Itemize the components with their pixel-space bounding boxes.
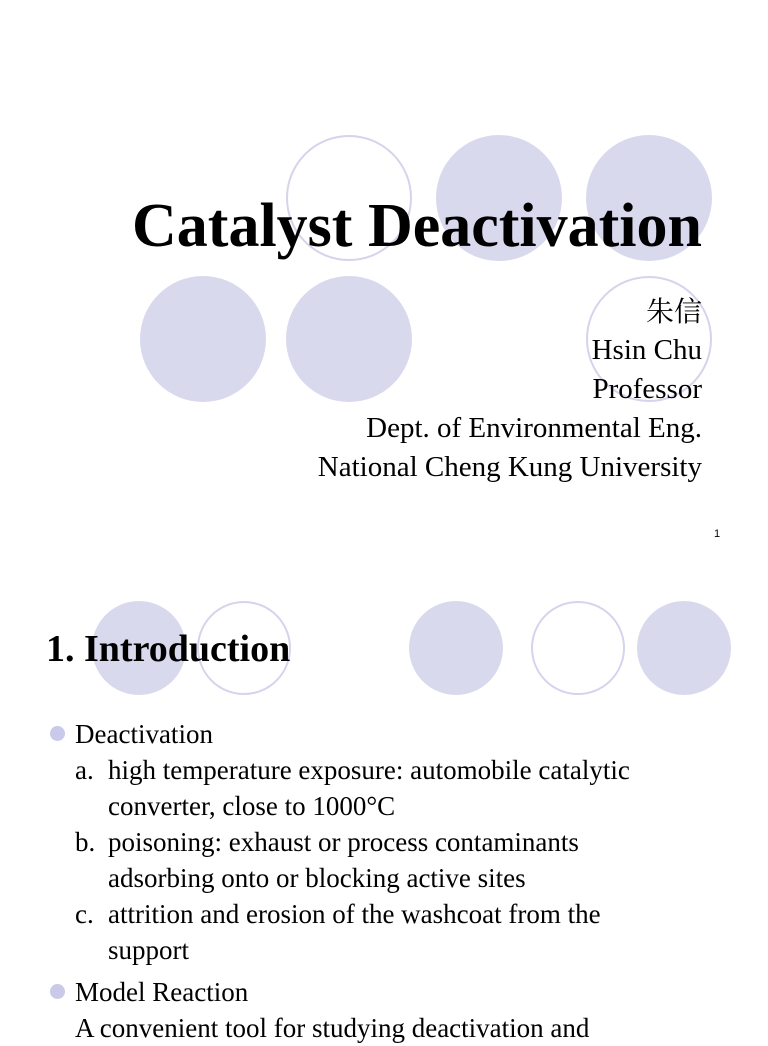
author-block xyxy=(318,292,702,487)
decorative-circle xyxy=(140,276,266,402)
sub-list-item xyxy=(75,896,748,968)
bullet-text: A convenient tool for studying deactivation and xyxy=(75,1013,590,1043)
slide-content xyxy=(48,716,748,1046)
author-position: Professor xyxy=(592,373,702,405)
page-number: 1 xyxy=(714,528,721,540)
decorative-circle xyxy=(637,601,731,695)
sub-list-item xyxy=(75,824,748,896)
bullet-label: Model Reaction xyxy=(75,977,249,1007)
author-name: Hsin Chu xyxy=(591,334,702,366)
section-heading: 1. Introduction xyxy=(46,628,291,670)
sub-item-letter: c. xyxy=(75,899,94,929)
sub-item-letter: b. xyxy=(75,827,96,857)
decorative-circle xyxy=(531,601,625,695)
author-university: National Cheng Kung University xyxy=(317,451,702,483)
introduction-slide xyxy=(0,556,768,1043)
sub-item-text: adsorbing onto or blocking active sites xyxy=(108,863,526,893)
bullet-dot-icon xyxy=(50,984,65,999)
author-chinese-name: 朱信 xyxy=(645,295,702,328)
sub-item-text: support xyxy=(108,935,189,965)
sub-item-text: high temperature exposure: automobile catalytic xyxy=(108,755,630,785)
sub-item-text: attrition and erosion of the washcoat from the xyxy=(108,899,601,929)
author-department: Dept. of Environmental Eng. xyxy=(366,412,702,444)
sub-list-item xyxy=(75,752,748,824)
slide-title: Catalyst Deactivation xyxy=(132,192,702,260)
bullet-label: Deactivation xyxy=(75,719,213,749)
decorative-circle xyxy=(409,601,503,695)
sub-item-text: poisoning: exhaust or process contaminants xyxy=(108,827,579,857)
sub-item-letter: a. xyxy=(75,755,94,785)
bullet-item xyxy=(48,716,748,968)
sub-item-text: converter, close to 1000°C xyxy=(108,791,396,821)
bullet-item xyxy=(48,974,748,1046)
bullet-dot-icon xyxy=(50,726,65,741)
